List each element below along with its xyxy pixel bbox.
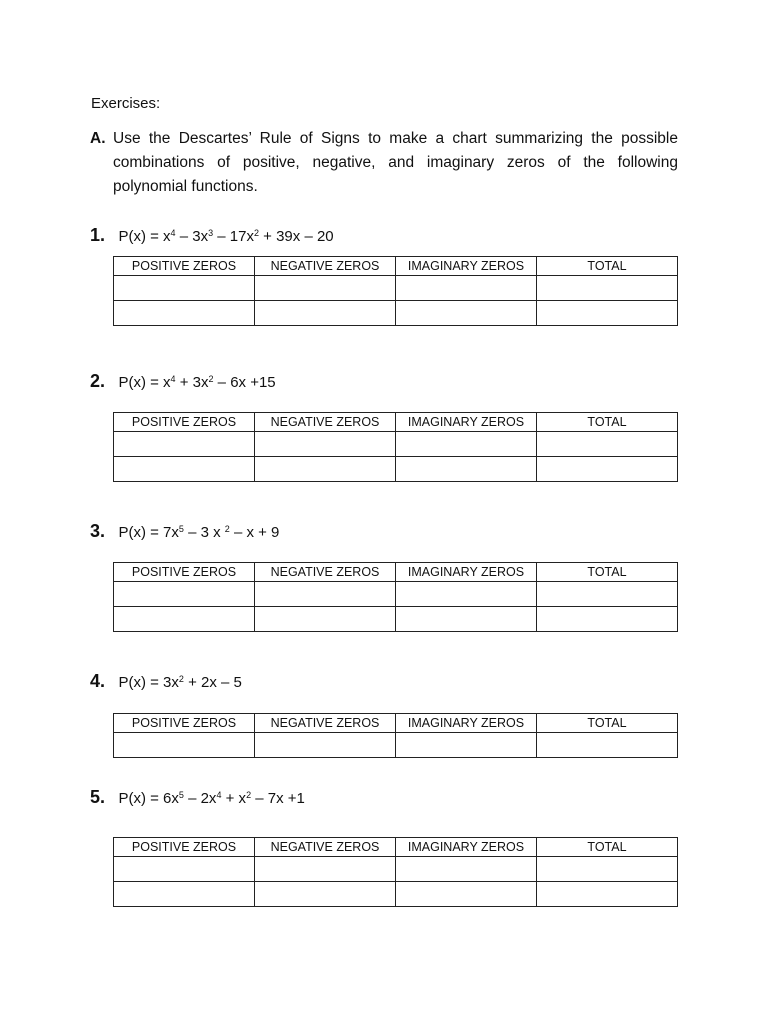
polynomial-term: – 17x	[213, 228, 254, 245]
table-header-row	[114, 838, 678, 857]
table-header-row	[114, 714, 678, 733]
table-header-row	[114, 413, 678, 432]
page-title: Exercises:	[91, 95, 161, 112]
table-row	[114, 301, 678, 326]
table-cell[interactable]	[396, 733, 537, 758]
header-imaginary-zeros: IMAGINARY ZEROS	[396, 413, 537, 432]
table-cell[interactable]	[255, 857, 396, 882]
table-cell[interactable]	[114, 457, 255, 482]
problem-line	[90, 783, 680, 807]
table-header-row	[114, 257, 678, 276]
header-positive-zeros: POSITIVE ZEROS	[114, 563, 255, 582]
polynomial-lhs: P(x) =	[118, 674, 164, 691]
table-cell[interactable]	[396, 882, 537, 907]
polynomial-term: x	[163, 374, 171, 391]
exercise-4	[90, 667, 680, 730]
table-cell[interactable]	[114, 857, 255, 882]
table-row	[114, 432, 678, 457]
exercise-3	[90, 517, 680, 579]
table-cell[interactable]	[255, 301, 396, 326]
polynomial-lhs: P(x) =	[118, 524, 164, 541]
instruction-text: Use the Descartes’ Rule of Signs to make a chart summarizing the possible combinations of positive, negative, and imaginary zeros of the following polynomial functions.	[113, 130, 678, 195]
exponent: 3	[208, 228, 214, 238]
table-cell[interactable]	[255, 457, 396, 482]
instruction-paragraph	[90, 127, 678, 199]
table-cell[interactable]	[396, 582, 537, 607]
polynomial-expression	[118, 228, 333, 245]
header-positive-zeros: POSITIVE ZEROS	[114, 714, 255, 733]
problem-number: 3.	[90, 521, 106, 541]
polynomial-lhs: P(x) =	[118, 374, 164, 391]
polynomial-expression	[118, 374, 275, 391]
exponent: 2	[208, 374, 214, 384]
problem-line	[90, 367, 680, 391]
polynomial-term: 6x	[163, 790, 179, 807]
exercise-5	[90, 783, 680, 854]
exponent: 4	[170, 374, 176, 384]
polynomial-expression	[118, 674, 241, 691]
table-cell[interactable]	[537, 301, 678, 326]
exercise-1	[90, 221, 680, 273]
header-total: TOTAL	[537, 563, 678, 582]
exponent: 2	[224, 524, 230, 534]
table-cell[interactable]	[396, 276, 537, 301]
table-cell[interactable]	[537, 457, 678, 482]
header-total: TOTAL	[537, 413, 678, 432]
table-cell[interactable]	[114, 733, 255, 758]
polynomial-term: 3x	[163, 674, 179, 691]
header-imaginary-zeros: IMAGINARY ZEROS	[396, 714, 537, 733]
table-cell[interactable]	[396, 432, 537, 457]
table-cell[interactable]	[114, 582, 255, 607]
exponent: 2	[178, 674, 184, 684]
polynomial-expression	[118, 790, 304, 807]
polynomial-term: + 3x	[175, 374, 209, 391]
header-negative-zeros: NEGATIVE ZEROS	[255, 257, 396, 276]
problem-line	[90, 667, 680, 691]
header-negative-zeros: NEGATIVE ZEROS	[255, 563, 396, 582]
exponent: 2	[253, 228, 259, 238]
table-cell[interactable]	[537, 276, 678, 301]
table-row	[114, 607, 678, 632]
table-cell[interactable]	[255, 882, 396, 907]
header-imaginary-zeros: IMAGINARY ZEROS	[396, 838, 537, 857]
polynomial-lhs: P(x) =	[118, 790, 164, 807]
table-cell[interactable]	[396, 301, 537, 326]
header-negative-zeros: NEGATIVE ZEROS	[255, 413, 396, 432]
header-total: TOTAL	[537, 838, 678, 857]
zeros-table-2	[113, 412, 678, 482]
table-row	[114, 582, 678, 607]
exponent: 5	[178, 790, 184, 800]
polynomial-term: – 6x +15	[213, 374, 276, 391]
exponent: 5	[178, 524, 184, 534]
zeros-table-5	[113, 837, 678, 907]
table-header-row	[114, 563, 678, 582]
table-cell[interactable]	[396, 457, 537, 482]
table-cell[interactable]	[114, 607, 255, 632]
table-cell[interactable]	[114, 276, 255, 301]
zeros-table-4	[113, 713, 678, 758]
table-cell[interactable]	[255, 582, 396, 607]
header-imaginary-zeros: IMAGINARY ZEROS	[396, 257, 537, 276]
polynomial-term: – 3 x	[183, 524, 225, 541]
problem-number: 4.	[90, 671, 106, 691]
problem-line	[90, 517, 680, 541]
header-negative-zeros: NEGATIVE ZEROS	[255, 838, 396, 857]
polynomial-term: – 3x	[175, 228, 209, 245]
polynomial-lhs: P(x) =	[118, 228, 164, 245]
polynomial-term: + x	[221, 790, 247, 807]
exponent: 4	[216, 790, 222, 800]
table-cell[interactable]	[396, 857, 537, 882]
table-cell[interactable]	[537, 882, 678, 907]
table-cell[interactable]	[537, 607, 678, 632]
table-row	[114, 857, 678, 882]
problem-number: 1.	[90, 225, 106, 245]
problem-line	[90, 221, 680, 245]
polynomial-term: – 7x +1	[251, 790, 305, 807]
header-positive-zeros: POSITIVE ZEROS	[114, 257, 255, 276]
table-cell[interactable]	[537, 733, 678, 758]
header-negative-zeros: NEGATIVE ZEROS	[255, 714, 396, 733]
table-row	[114, 733, 678, 758]
header-imaginary-zeros: IMAGINARY ZEROS	[396, 563, 537, 582]
polynomial-term: – x + 9	[229, 524, 280, 541]
exponent: 2	[246, 790, 252, 800]
table-cell[interactable]	[114, 301, 255, 326]
header-total: TOTAL	[537, 714, 678, 733]
table-cell[interactable]	[255, 432, 396, 457]
header-positive-zeros: POSITIVE ZEROS	[114, 838, 255, 857]
section-letter: A.	[90, 130, 106, 147]
header-positive-zeros: POSITIVE ZEROS	[114, 413, 255, 432]
polynomial-term: 7x	[163, 524, 179, 541]
polynomial-expression	[118, 524, 279, 541]
zeros-table-1	[113, 256, 678, 326]
table-row	[114, 276, 678, 301]
table-cell[interactable]	[255, 276, 396, 301]
table-cell[interactable]	[537, 582, 678, 607]
table-row	[114, 882, 678, 907]
table-cell[interactable]	[114, 882, 255, 907]
header-total: TOTAL	[537, 257, 678, 276]
table-cell[interactable]	[255, 607, 396, 632]
problem-number: 5.	[90, 787, 106, 807]
table-cell[interactable]	[537, 432, 678, 457]
exponent: 4	[170, 228, 176, 238]
table-cell[interactable]	[537, 857, 678, 882]
polynomial-term: + 2x – 5	[183, 674, 242, 691]
table-row	[114, 457, 678, 482]
problem-number: 2.	[90, 371, 106, 391]
exercise-2	[90, 367, 680, 429]
zeros-table-3	[113, 562, 678, 632]
polynomial-term: x	[163, 228, 171, 245]
table-cell[interactable]	[396, 607, 537, 632]
polynomial-term: + 39x – 20	[259, 228, 334, 245]
table-cell[interactable]	[255, 733, 396, 758]
polynomial-term: – 2x	[183, 790, 217, 807]
table-cell[interactable]	[114, 432, 255, 457]
